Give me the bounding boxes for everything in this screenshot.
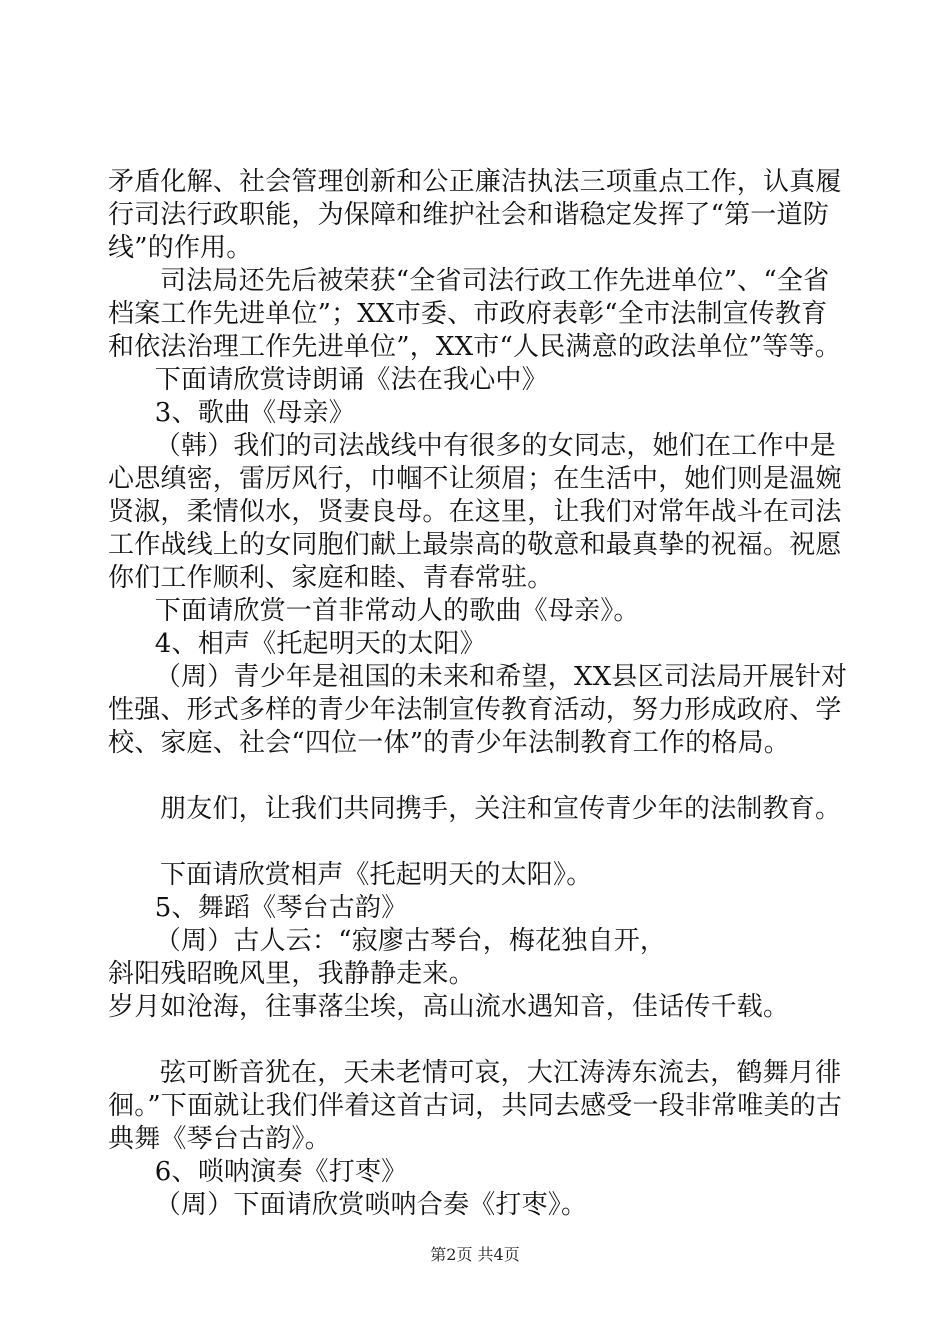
heading-item-5: 5、舞蹈《琴台古韵》 [154, 893, 408, 923]
paragraph-poem-line-1: （周）古人云：“寂廖古琴台，梅花独自开， [154, 926, 667, 956]
heading-item-6: 6、唢呐演奏《打枣》 [154, 1157, 408, 1187]
paragraph-suona-intro: （周）下面请欣赏唢呐合奏《打枣》。 [154, 1190, 588, 1220]
paragraph-zhou-youth: （周）青少年是祖国的未来和希望，XX县区司法局开展针对性强、形式多样的青少年法制宣传教育活动，努力形成政府、学校、家庭、社会“四位一体”的青少年法制教育工作的格局。 [108, 662, 848, 758]
paragraph-crosstalk-intro: 下面请欣赏相声《托起明天的太阳》。 [160, 860, 593, 890]
paragraph-poem-line-2: 斜阳残昭晚风里，我静静走来。 [108, 959, 475, 989]
heading-item-4: 4、相声《托起明天的太阳》 [154, 629, 486, 659]
paragraph-song-intro: 下面请欣赏一首非常动人的歌曲《母亲》。 [154, 596, 640, 626]
paragraph-han-speech: （韩）我们的司法战线中有很多的女同志，她们在工作中是心思缜密，雷厉风行，巾帼不让须眉；在生活中，她们则是温婉贤淑，柔情似水，贤妻良母。在这里，让我们对常年战斗在司法工作战线上的女同胞们献上最崇高的敬意和最真挚的祝福。祝愿你们工作顺利、家庭和睦、青春常驻。 [108, 431, 842, 593]
page-footer: 第2页 共4页 [430, 1245, 520, 1264]
paragraph-dance-intro: 弦可断音犹在，天未老情可哀，大江涛涛东流去，鹤舞月徘徊。”下面就让我们伴着这首古词，共同去感受一段非常唯美的古典舞《琴台古韵》。 [108, 1058, 843, 1154]
paragraph-poem-intro: 下面请欣赏诗朗诵《法在我心中》 [154, 365, 548, 395]
paragraph-honors: 司法局还先后被荣获“全省司法行政工作先进单位”、“全省档案工作先进单位”；XX市委、市政府表彰“全市法制宣传教育和依法治理工作先进单位”，XX市“人民满意的政法单位”等等。 [108, 266, 841, 362]
document-body [108, 166, 848, 1222]
paragraph-gap [108, 760, 848, 793]
paragraph-gap [108, 1024, 848, 1057]
paragraph-continuation: 矛盾化解、社会管理创新和公正廉洁执法三项重点工作，认真履行司法行政职能，为保障和维护社会和谐稳定发挥了“第一道防线”的作用。 [108, 167, 842, 263]
paragraph-friends: 朋友们，让我们共同携手，关注和宣传青少年的法制教育。 [160, 794, 842, 824]
paragraph-gap [108, 826, 848, 859]
heading-item-3: 3、歌曲《母亲》 [154, 398, 355, 428]
paragraph-poem-line-3: 岁月如沧海，往事落尘埃，高山流水遇知音，佳话传千载。 [108, 992, 790, 1022]
